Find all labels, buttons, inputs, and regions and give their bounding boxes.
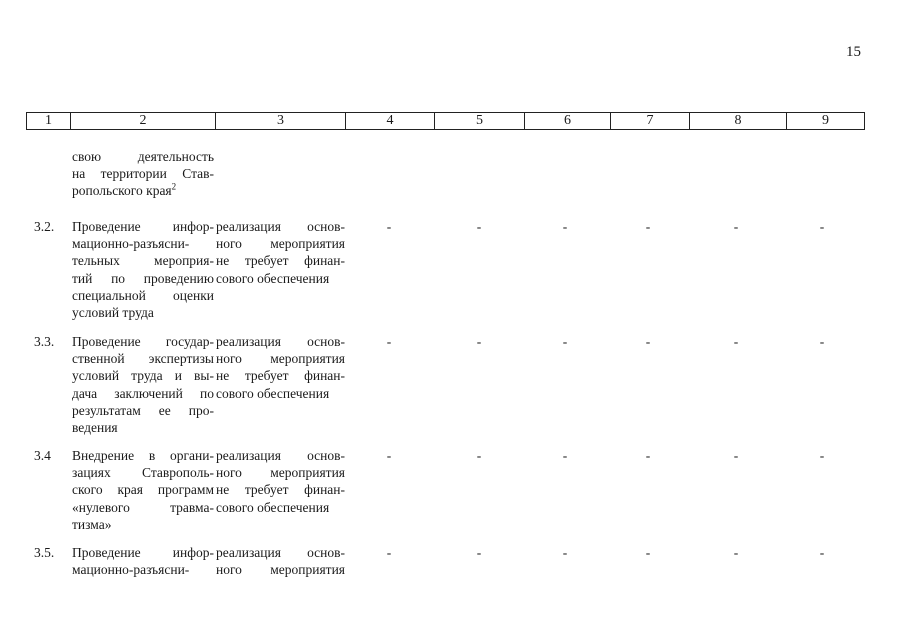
- header-col-9: 9: [787, 113, 865, 130]
- header-col-4: 4: [346, 113, 435, 130]
- text-line: Внедрение в органи-: [72, 448, 214, 463]
- value-col-4: -: [386, 448, 392, 463]
- row-number: 3.5.: [34, 545, 55, 560]
- text-line: тельных мероприя-: [72, 253, 214, 269]
- header-col-8: 8: [690, 113, 787, 130]
- value-col-4: -: [386, 334, 392, 349]
- value-col-9: -: [819, 219, 825, 234]
- text-line: Проведение инфор-: [72, 219, 214, 234]
- text-line: не требует финан-: [216, 368, 345, 384]
- funding-note: [216, 544, 345, 578]
- text-line: не требует финан-: [216, 482, 345, 498]
- text-line: специальной оценки: [72, 287, 214, 303]
- text-line: результатам ее про-: [72, 402, 214, 418]
- header-col-3: 3: [216, 113, 346, 130]
- page-number: 15: [846, 44, 861, 60]
- row-number: 3.2.: [34, 219, 55, 234]
- value-col-8: -: [733, 545, 739, 560]
- text-line: ведения: [72, 420, 118, 436]
- text-line: условий труда: [72, 305, 154, 321]
- text-line: условий труда и вы-: [72, 368, 214, 384]
- funding-note: [216, 333, 345, 402]
- activity-name: [72, 544, 214, 578]
- value-col-6: -: [562, 448, 568, 463]
- value-col-8: -: [733, 219, 739, 234]
- text-line: тий по проведению: [72, 270, 214, 286]
- value-col-7: -: [645, 334, 651, 349]
- value-col-8: -: [733, 448, 739, 463]
- text-line: тизма»: [72, 516, 112, 532]
- header-col-7: 7: [611, 113, 690, 130]
- header-col-2: 2: [71, 113, 216, 130]
- activity-name: [72, 447, 214, 533]
- text-line: «нулевого травма-: [72, 499, 214, 515]
- continuation-line: на территории Став-: [72, 166, 214, 182]
- text-line: зациях Ставрополь-: [72, 465, 214, 481]
- text-line: ного мероприятия: [216, 236, 345, 252]
- value-col-6: -: [562, 334, 568, 349]
- text-line: реализация основ-: [216, 545, 345, 560]
- value-col-5: -: [476, 334, 482, 349]
- text-line: не требует финан-: [216, 253, 345, 269]
- text-line: реализация основ-: [216, 448, 345, 463]
- text-line: ного мероприятия: [216, 465, 345, 481]
- continuation-line: ропольского края$^2$: [72, 181, 177, 199]
- text-line: реализация основ-: [216, 219, 345, 234]
- value-col-7: -: [645, 545, 651, 560]
- value-col-6: -: [562, 545, 568, 560]
- text-line: ственной экспертизы: [72, 351, 214, 367]
- value-col-4: -: [386, 219, 392, 234]
- text-line: ного мероприятия: [216, 562, 345, 578]
- value-col-9: -: [819, 545, 825, 560]
- value-col-6: -: [562, 219, 568, 234]
- text-line: сового обеспечения: [216, 270, 330, 286]
- text-line: дача заключений по: [72, 385, 214, 401]
- text-line: ного мероприятия: [216, 351, 345, 367]
- text-line: ского края программ: [72, 482, 214, 498]
- value-col-5: -: [476, 448, 482, 463]
- text-line: сового обеспечения: [216, 499, 330, 515]
- value-col-5: -: [476, 219, 482, 234]
- header-col-6: 6: [525, 113, 611, 130]
- value-col-9: -: [819, 448, 825, 463]
- value-col-5: -: [476, 545, 482, 560]
- footnote-marker: 2: [171, 181, 177, 192]
- header-col-1: 1: [27, 113, 71, 130]
- text-line: сового обеспечения: [216, 385, 330, 401]
- funding-note: [216, 447, 345, 516]
- text-line: Проведение государ-: [72, 334, 214, 349]
- text-line: Проведение инфор-: [72, 545, 214, 560]
- value-col-4: -: [386, 545, 392, 560]
- activity-name: [72, 218, 214, 321]
- value-col-9: -: [819, 334, 825, 349]
- text-line: реализация основ-: [216, 334, 345, 349]
- value-col-8: -: [733, 334, 739, 349]
- value-col-7: -: [645, 219, 651, 234]
- header-col-5: 5: [435, 113, 525, 130]
- value-col-7: -: [645, 448, 651, 463]
- text-line: мационно-разъясни-: [72, 562, 190, 578]
- row-number: 3.4: [34, 448, 51, 463]
- text-line: мационно-разъясни-: [72, 236, 190, 252]
- funding-note: [216, 218, 345, 287]
- activity-name: [72, 333, 214, 436]
- continuation-text: [72, 148, 214, 200]
- row-number: 3.3.: [34, 334, 55, 349]
- column-number-header: [26, 112, 865, 130]
- continuation-line: свою деятельность: [72, 149, 214, 164]
